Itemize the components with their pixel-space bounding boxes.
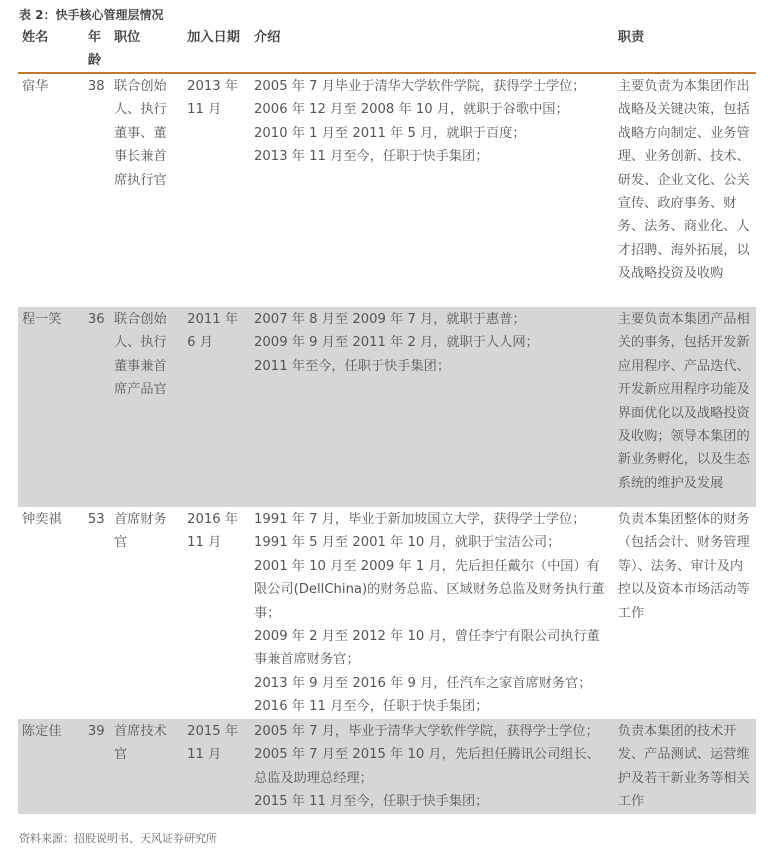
cell-duty: 负责本集团整体的财务（包括会计、财务管理等）、法务、审计及内控以及资本市场活动等工作	[617, 512, 750, 621]
cell-position: 首席技术官	[113, 724, 167, 763]
cell-duty: 主要负责本集团产品相关的事务，包括开发新应用程序、产品迭代、开发新应用程序功能及界面优化以及战略投资及收购；领导本集团的新业务孵化，以及生态系统的维护及发展	[617, 312, 750, 491]
cell-intro	[250, 73, 614, 307]
table-caption: 表 2：快手核心管理层情况	[19, 8, 164, 22]
intro-line: 2011 年至今，任职于快手集团；	[254, 358, 451, 374]
intro-line: 2005 年 7 月，毕业于清华大学软件学院，获得学士学位；	[254, 724, 599, 739]
cell-age: 39	[87, 724, 105, 739]
cell-name: 程一笑	[22, 312, 62, 327]
header-position: 职位	[110, 26, 183, 73]
intro-line: 2015 年 11 月至今，任职于快手集团；	[254, 794, 489, 810]
header-age: 年龄	[84, 26, 110, 73]
header-intro: 介绍	[250, 26, 614, 73]
header-name: 姓名	[18, 26, 84, 73]
cell-join-date: 2015 年 11 月	[187, 724, 239, 763]
cell-join-date: 2016 年 11 月	[187, 512, 239, 551]
cell-intro	[250, 507, 614, 719]
cell-intro	[250, 307, 614, 507]
intro-line: 2013 年 9 月至 2016 年 9 月，任汽车之家首席财务官；	[254, 675, 592, 691]
cell-age: 53	[87, 512, 105, 527]
intro-line: 2005 年 7 月毕业于清华大学软件学院，获得学士学位；	[254, 79, 586, 94]
cell-duty: 负责本集团的技术开发、产品测试、运营维护及若干新业务等相关工作	[617, 724, 750, 810]
intro-line: 1991 年 7 月，毕业于新加坡国立大学，获得学士学位；	[254, 512, 586, 527]
intro-line: 2010 年 1 月至 2011 年 5 月，就职于百度；	[254, 125, 526, 141]
cell-position: 联合创始人、执行董事兼首席产品官	[113, 312, 167, 398]
table-row	[18, 73, 756, 307]
cell-age: 38	[87, 79, 105, 94]
intro-line: 2001 年 10 月至 2009 年 1 月，先后担任戴尔（中国）有限公司(DellChina)的财务总监、区域财务总监及财务执行董事；	[254, 558, 605, 621]
table-row	[18, 507, 756, 719]
cell-position: 首席财务官	[113, 512, 167, 551]
header-duty: 职责	[614, 26, 756, 73]
source-footnote: 资料来源：招股说明书、天风证券研究所	[19, 832, 217, 845]
table-body	[18, 73, 756, 814]
header-join-date: 加入日期	[183, 26, 250, 73]
cell-name: 陈定佳	[22, 724, 62, 739]
cell-age: 36	[87, 312, 105, 327]
intro-line: 2006 年 12 月至 2008 年 10 月，就职于谷歌中国；	[254, 102, 569, 118]
intro-line: 2007 年 8 月至 2009 年 7 月，就职于惠普；	[254, 312, 526, 327]
intro-line: 2013 年 11 月至今，任职于快手集团；	[254, 149, 489, 165]
cell-name: 钟奕祺	[22, 512, 62, 527]
table-row	[18, 719, 756, 814]
management-table	[18, 26, 756, 814]
table-row	[18, 307, 756, 507]
cell-intro	[250, 719, 614, 814]
cell-position: 联合创始人、执行董事、董事长兼首席执行官	[113, 79, 167, 188]
cell-join-date: 2011 年 6 月	[187, 312, 239, 351]
cell-name: 宿华	[22, 79, 49, 94]
table-header-row	[18, 26, 756, 73]
intro-line: 2009 年 9 月至 2011 年 2 月，就职于人人网；	[254, 335, 539, 351]
intro-line: 2009 年 2 月至 2012 年 10 月，曾任李宁有限公司执行董事兼首席财务官；	[254, 629, 600, 668]
cell-duty: 主要负责为本集团作出战略及关键决策，包括战略方向制定、业务管理、业务创新、技术、研发、企业文化、公关宣传、政府事务、财务、法务、商业化、人才招聘、海外拓展，以及战略投资及收购	[617, 79, 750, 282]
intro-line: 2005 年 7 月至 2015 年 10 月，先后担任腾讯公司组长、总监及助理总经理；	[254, 747, 600, 786]
intro-line: 2016 年 11 月至今，任职于快手集团；	[254, 699, 489, 715]
cell-join-date: 2013 年 11 月	[187, 79, 239, 118]
intro-line: 1991 年 5 月至 2001 年 10 月，就职于宝洁公司；	[254, 535, 561, 551]
